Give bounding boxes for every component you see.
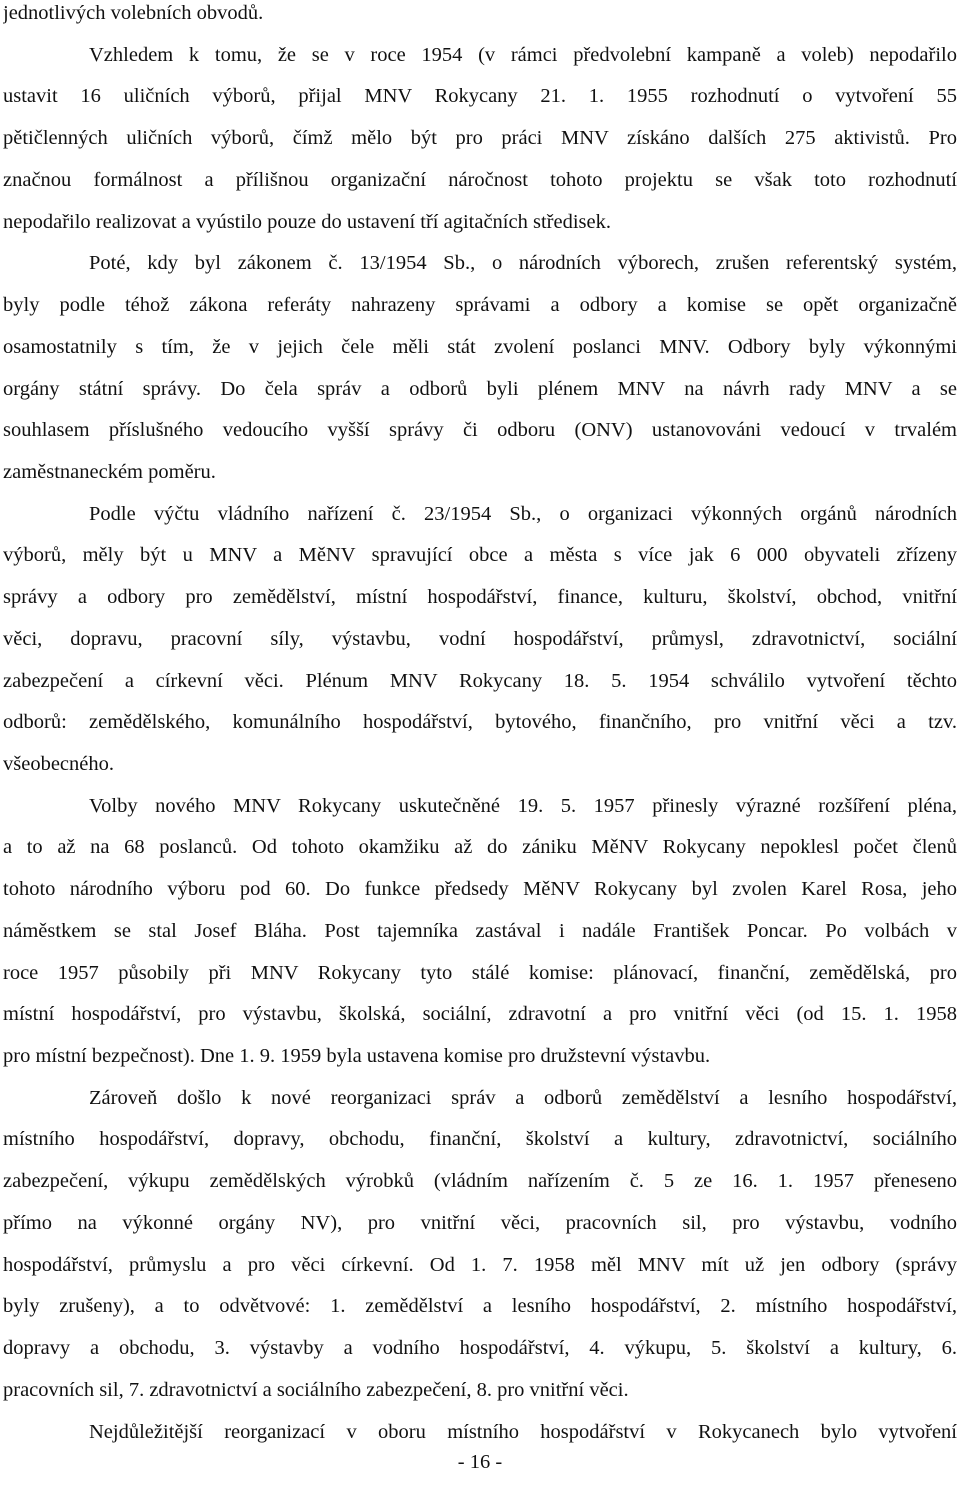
text-line: souhlasem příslušného vedoucího vyšší správy či odboru (ONV) ustanovováni vedoucí v trvalém [3,419,957,441]
text-line: ustavit 16 uličních výborů, přijal MNV Rokycany 21. 1. 1955 rozhodnutí o vytvoření 55 [3,85,957,107]
text-line: zabezpečení, výkupu zemědělských výrobků (vládním nařízením č. 5 ze 16. 1. 1957 přeneseno [3,1170,957,1192]
text-line: značnou formálnost a přílišnou organizační náročnost tohoto projektu se však toto rozhodnutí [3,169,957,191]
text-line: pro místní bezpečnost). Dne 1. 9. 1959 byla ustavena komise pro družstevní výstavbu. [3,1045,711,1067]
text-line: Nejdůležitější reorganizací v oboru místního hospodářství v Rokycanech bylo vytvoření [89,1421,957,1443]
text-line: jednotlivých volebních obvodů. [3,2,264,24]
text-line: přímo na výkonné orgány NV), pro vnitřní věci, pracovních sil, pro výstavbu, vodního [3,1212,957,1234]
text-line: Vzhledem k tomu, že se v roce 1954 (v rámci předvolební kampaně a voleb) nepodařilo [89,44,957,66]
text-line: místního hospodářství, dopravy, obchodu, finanční, školství a kultury, zdravotnictví, sociálního [3,1128,957,1150]
text-line: Podle výčtu vládního nařízení č. 23/1954 Sb., o organizaci výkonných orgánů národních [89,503,957,525]
text-line: Poté, kdy byl zákonem č. 13/1954 Sb., o národních výborech, zrušen referentský systém, [89,252,957,274]
text-line: byly zrušeny), a to odvětvové: 1. zemědělství a lesního hospodářství, 2. místního hospodářství, [3,1295,957,1317]
text-line: pětičlenných uličních výborů, čímž mělo být pro práci MNV získáno dalších 275 aktivistů. Pro [3,127,957,149]
text-line: dopravy a obchodu, 3. výstavby a vodního hospodářství, 4. výkupu, 5. školství a kultury, 6. [3,1337,957,1359]
text-line: tohoto národního výboru pod 60. Do funkce předsedy MěNV Rokycany byl zvolen Karel Rosa, jeho [3,878,957,900]
text-line: Volby nového MNV Rokycany uskutečněné 19. 5. 1957 přinesly výrazné rozšíření pléna, [89,795,957,817]
text-line: zabezpečení a církevní věci. Plénum MNV Rokycany 18. 5. 1954 schválilo vytvoření těchto [3,670,957,692]
text-line: nepodařilo realizovat a vyústilo pouze do ustavení tří agitačních středisek. [3,211,611,233]
text-line: místní hospodářství, pro výstavbu, školská, sociální, zdravotní a pro vnitřní věci (od 15. 1. 1958 [3,1003,957,1025]
text-line: Zároveň došlo k nové reorganizaci správ a odborů zemědělství a lesního hospodářství, [89,1087,957,1109]
text-line: výborů, měly být u MNV a MěNV spravující obce a města s více jak 6 000 obyvateli zřízeny [3,544,957,566]
text-line: orgány státní správy. Do čela správ a odborů byli plénem MNV na návrh rady MNV a se [3,378,957,400]
page-number: - 16 - [457,1451,503,1473]
text-line: odborů: zemědělského, komunálního hospodářství, bytového, finančního, pro vnitřní věci a tzv. [3,711,957,733]
text-line: hospodářství, průmyslu a pro věci církevní. Od 1. 7. 1958 měl MNV mít už jen odbory (správy [3,1254,957,1276]
text-line: všeobecného. [3,753,114,775]
text-line: pracovních sil, 7. zdravotnictví a sociálního zabezpečení, 8. pro vnitřní věci. [3,1379,629,1401]
text-line: roce 1957 působily při MNV Rokycany tyto stálé komise: plánovací, finanční, zemědělská, pro [3,962,957,984]
text-line: osamostatnily s tím, že v jejich čele měli stát zvolení poslanci MNV. Odbory byly výkonnými [3,336,957,358]
text-line: věci, dopravu, pracovní síly, výstavbu, vodní hospodářství, průmysl, zdravotnictví, sociální [3,628,957,650]
text-line: správy a odbory pro zemědělství, místní hospodářství, finance, kulturu, školství, obchod, vnitřní [3,586,957,608]
text-line: náměstkem se stal Josef Bláha. Post tajemníka zastával i nadále František Poncar. Po volbách v [3,920,957,942]
text-line: a to až na 68 poslanců. Od tohoto okamžiku až do zániku MěNV Rokycany nepoklesl počet členů [3,836,957,858]
text-line: zaměstnaneckém poměru. [3,461,216,483]
text-line: byly podle téhož zákona referáty nahrazeny správami a odbory a komise se opět organizačně [3,294,957,316]
